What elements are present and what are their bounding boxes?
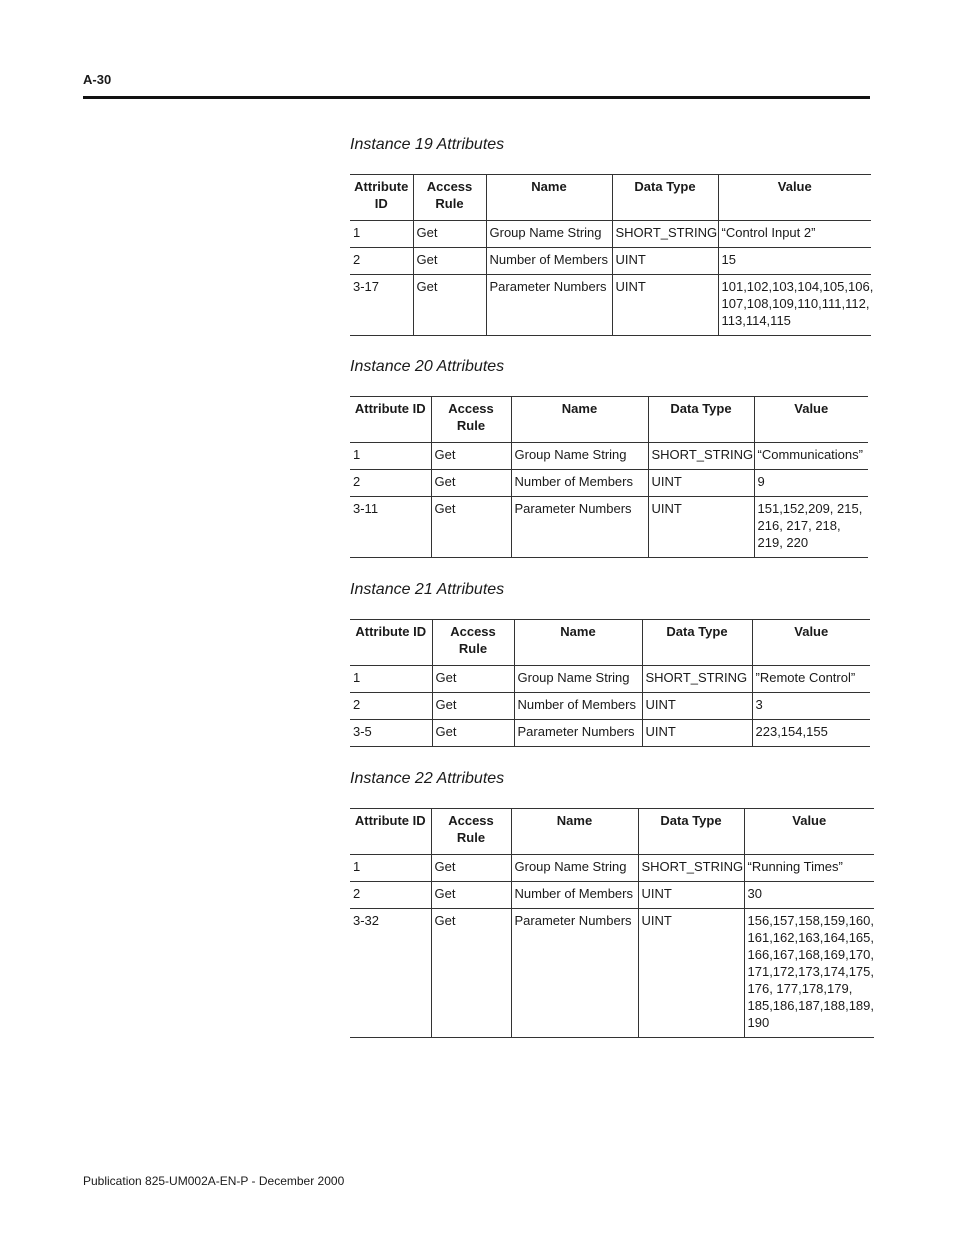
- publication-footer: Publication 825-UM002A-EN-P - December 2000: [83, 1174, 345, 1188]
- table-row: [350, 855, 874, 882]
- column-header: Data Type: [612, 175, 718, 221]
- column-header: Value: [744, 809, 874, 855]
- cell-attribute-id: 2: [353, 886, 361, 901]
- cell-value: 15: [718, 248, 871, 275]
- cell-data-type: UINT: [638, 882, 744, 909]
- cell-value: “Running Times”: [744, 855, 874, 882]
- cell-name: Parameter Numbers: [511, 497, 648, 558]
- table-row: [350, 221, 871, 248]
- column-header: Access Rule: [431, 397, 511, 443]
- cell-access-rule: Get: [432, 693, 514, 720]
- cell-data-type: UINT: [638, 909, 744, 1038]
- cell-data-type: SHORT_STRING: [642, 666, 752, 693]
- cell-access-rule: Get: [431, 882, 511, 909]
- cell-access-rule: Get: [431, 909, 511, 1038]
- cell-access-rule: Get: [432, 666, 514, 693]
- column-header: Name: [514, 620, 642, 666]
- header-rule: [83, 96, 870, 99]
- cell-attribute-id: 3-5: [353, 724, 372, 739]
- table-header-row: [350, 397, 868, 443]
- cell-attribute-id: 3-17: [353, 279, 380, 294]
- cell-access-rule: Get: [431, 855, 511, 882]
- table-row: [350, 882, 874, 909]
- cell-attribute-id: 2: [353, 474, 361, 489]
- table-caption: Instance 22 Attributes: [350, 770, 505, 787]
- cell-access-rule: Get: [431, 470, 511, 497]
- column-header: Attribute ID: [354, 813, 426, 828]
- cell-data-type: SHORT_STRING: [638, 855, 744, 882]
- cell-value: 30: [744, 882, 874, 909]
- table-header-row: [350, 620, 870, 666]
- cell-attribute-id: 1: [353, 670, 361, 685]
- table-row: [350, 693, 870, 720]
- cell-name: Number of Members: [511, 882, 638, 909]
- column-header: Attribute ID: [355, 624, 427, 639]
- column-header: Access Rule: [413, 175, 486, 221]
- cell-access-rule: Get: [432, 720, 514, 747]
- table-row: [350, 275, 871, 336]
- cell-attribute-id: 1: [353, 447, 361, 462]
- table-row: [350, 443, 868, 470]
- cell-value: 151,152,209, 215, 216, 217, 218, 219, 220: [754, 497, 868, 558]
- cell-value: 223,154,155: [752, 720, 870, 747]
- cell-name: Parameter Numbers: [511, 909, 638, 1038]
- table-caption: Instance 21 Attributes: [350, 581, 505, 598]
- cell-name: Number of Members: [514, 693, 642, 720]
- cell-access-rule: Get: [413, 275, 486, 336]
- cell-name: Number of Members: [486, 248, 612, 275]
- column-header: Access Rule: [431, 809, 511, 855]
- table-row: [350, 497, 868, 558]
- attributes-table: [350, 174, 874, 336]
- cell-attribute-id: 3-32: [353, 913, 380, 928]
- cell-attribute-id: 1: [353, 859, 361, 874]
- cell-data-type: UINT: [642, 693, 752, 720]
- table-row: [350, 470, 868, 497]
- column-header: Attribute ID: [354, 179, 409, 211]
- cell-access-rule: Get: [431, 497, 511, 558]
- column-header: Value: [754, 397, 868, 443]
- table-row: [350, 666, 870, 693]
- cell-data-type: UINT: [612, 275, 718, 336]
- cell-value: 3: [752, 693, 870, 720]
- attributes-table: [350, 396, 868, 558]
- cell-value: 101,102,103,104,105,106, 107,108,109,110,111,112, 113,114,115: [718, 275, 871, 336]
- cell-name: Group Name String: [511, 443, 648, 470]
- column-header: Value: [718, 175, 871, 221]
- column-header: Name: [511, 809, 638, 855]
- table-caption: Instance 19 Attributes: [350, 136, 505, 153]
- table-header-row: [350, 809, 874, 855]
- cell-data-type: UINT: [648, 470, 754, 497]
- cell-attribute-id: 2: [353, 697, 361, 712]
- cell-access-rule: Get: [413, 221, 486, 248]
- cell-value: 156,157,158,159,160, 161,162,163,164,165, 166,167,168,169,170, 171,172,173,174,175, 176, 177,178,179, 185,186,187,188,189, 190: [744, 909, 874, 1038]
- column-header: Access Rule: [432, 620, 514, 666]
- table-row: [350, 909, 874, 1038]
- attributes-table: [350, 808, 874, 1038]
- column-header: Attribute ID: [354, 401, 426, 416]
- cell-access-rule: Get: [431, 443, 511, 470]
- cell-value: “Control Input 2”: [718, 221, 871, 248]
- table-header-row: [350, 175, 871, 221]
- column-header: Value: [752, 620, 870, 666]
- cell-attribute-id: 3-11: [353, 501, 379, 516]
- cell-data-type: SHORT_STRING: [612, 221, 718, 248]
- cell-name: Number of Members: [511, 470, 648, 497]
- cell-attribute-id: 2: [353, 252, 361, 267]
- cell-data-type: UINT: [612, 248, 718, 275]
- cell-name: Group Name String: [511, 855, 638, 882]
- cell-data-type: SHORT_STRING: [648, 443, 754, 470]
- column-header: Data Type: [642, 620, 752, 666]
- cell-access-rule: Get: [413, 248, 486, 275]
- column-header: Data Type: [638, 809, 744, 855]
- cell-value: “Communications”: [754, 443, 868, 470]
- table-caption: Instance 20 Attributes: [350, 358, 505, 375]
- column-header: Name: [511, 397, 648, 443]
- page-number: A-30: [83, 72, 112, 87]
- cell-value: ”Remote Control”: [752, 666, 870, 693]
- column-header: Data Type: [648, 397, 754, 443]
- cell-data-type: UINT: [642, 720, 752, 747]
- cell-attribute-id: 1: [353, 225, 361, 240]
- cell-data-type: UINT: [648, 497, 754, 558]
- column-header: Name: [486, 175, 612, 221]
- attributes-table: [350, 619, 870, 747]
- cell-name: Group Name String: [514, 666, 642, 693]
- table-row: [350, 720, 870, 747]
- table-row: [350, 248, 871, 275]
- cell-name: Group Name String: [486, 221, 612, 248]
- cell-value: 9: [754, 470, 868, 497]
- cell-name: Parameter Numbers: [514, 720, 642, 747]
- cell-name: Parameter Numbers: [486, 275, 612, 336]
